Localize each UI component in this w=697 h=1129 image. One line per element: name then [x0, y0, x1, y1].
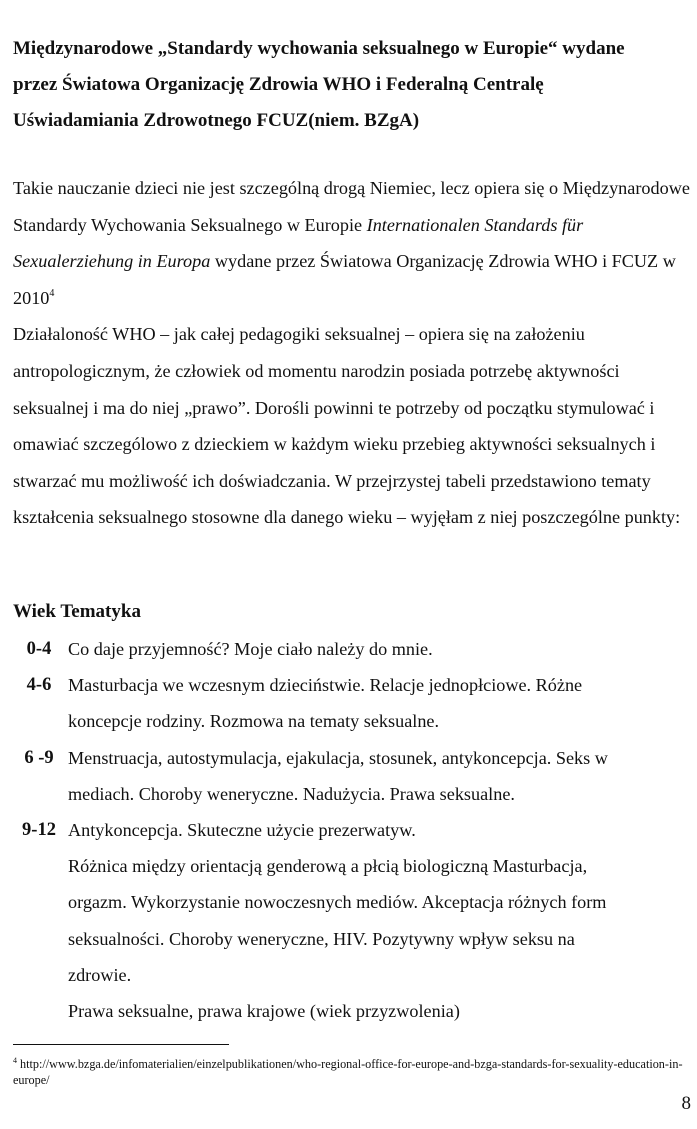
topics-table: [13, 631, 697, 1029]
body-text: [13, 170, 697, 536]
topic-description: [65, 667, 697, 739]
age-column-header: Wiek: [13, 601, 56, 622]
paragraph-2: Działaloność WHO – jak całej pedagogiki seksualnej – opiera się na założeniu antropologicznym, że człowiek od momentu narodzin posiada potrzebę aktywności seksualnej i ma do niej „prawo”. Dorośli powinni te potrzeby od początku stymulować i omawiać szczególowo z dzieckiem w każdym wieku przebieg aktywności seksualnych i stwarzać mu możliwość ich doświadczania. W przejrzystej tabeli przedstawiono tematy kształcenia seksualnego stosowne dla danego wieku – wyjęłam z niej poszczególne punkty:: [13, 324, 681, 528]
footnote-url: http://www.bzga.de/infomaterialien/einzelpublikationen/who-regional-office-for-europe-and-bzga-standards-for-sexuality-education-in-europe/: [13, 1057, 683, 1087]
topic-line: Masturbacja we wczesnym dzieciństwie. Relacje jednopłciowe. Różne: [68, 675, 583, 696]
topic-line: mediach. Choroby weneryczne. Nadużycia. Prawa seksualne.: [68, 783, 515, 804]
paragraph-1-text-a: Takie nauczanie dzieci nie jest szczególną drogą Niemiec, lecz opiera się o Międzynarodowe Standardy Wychowania Seksualnego w Europie: [13, 178, 690, 235]
topic-line: Antykoncepcja. Skuteczne użycie prezerwatyw.: [68, 820, 416, 841]
topic-line: orgazm. Wykorzystanie nowoczesnych mediów. Akceptacja różnych form: [68, 892, 607, 913]
topic-line: Menstruacja, autostymulacja, ejakulacja, stosunek, antykoncepcja. Seks w: [68, 747, 608, 768]
paragraph-1-text-b: wydane przez Światowa Organizację Zdrowia WHO i FCUZ w 2010: [13, 251, 676, 308]
paragraph-1-italic-title: Internationalen Standards für Sexualerziehung in Europa: [13, 214, 584, 272]
topic-row: [13, 631, 697, 667]
topic-description: [65, 740, 697, 812]
topic-line: Co daje przyjemność? Moje ciało należy do mnie.: [68, 639, 433, 659]
heading-line-2: przez Światowa Organizację Zdrowia WHO i Federalną Centralę: [13, 74, 544, 95]
topic-row: [13, 740, 697, 812]
topics-table-header: [13, 594, 693, 630]
paragraph-1: [13, 170, 697, 316]
footnote-separator: [13, 1044, 229, 1045]
topic-line: Różnica między orientacją genderową a płcią biologiczną Masturbacja,: [68, 856, 588, 877]
heading-line-1: Międzynarodowe „Standardy wychowania seksualnego w Europie“ wydane: [13, 38, 625, 59]
topic-line: seksualności. Choroby weneryczne, HIV. Pozytywny wpływ seksu na: [68, 928, 575, 949]
topic-age: 9-12: [22, 820, 56, 841]
topic-description: [65, 812, 697, 1029]
topic-line: zdrowie.: [68, 964, 132, 985]
topic-age: 0-4: [26, 639, 52, 659]
footnote: [13, 1056, 693, 1088]
topic-column-header: Tematyka: [60, 601, 141, 622]
topic-line: koncepcje rodziny. Rozmowa na tematy seksualne.: [68, 711, 440, 732]
footnote-number: 4: [13, 1056, 17, 1065]
topic-row: [13, 667, 697, 739]
page-number: 8: [681, 1093, 691, 1114]
footnote-reference: 4: [49, 287, 55, 299]
document-heading: [13, 31, 693, 139]
topic-age: 4-6: [26, 675, 52, 696]
topic-description: [65, 631, 697, 667]
topic-age: 6 -9: [24, 747, 54, 768]
topic-line: Prawa seksualne, prawa krajowe (wiek przyzwolenia): [68, 1001, 460, 1022]
heading-line-3: Uświadamiania Zdrowotnego FCUZ(niem. BZgA): [13, 110, 420, 131]
topic-row: [13, 812, 697, 1029]
